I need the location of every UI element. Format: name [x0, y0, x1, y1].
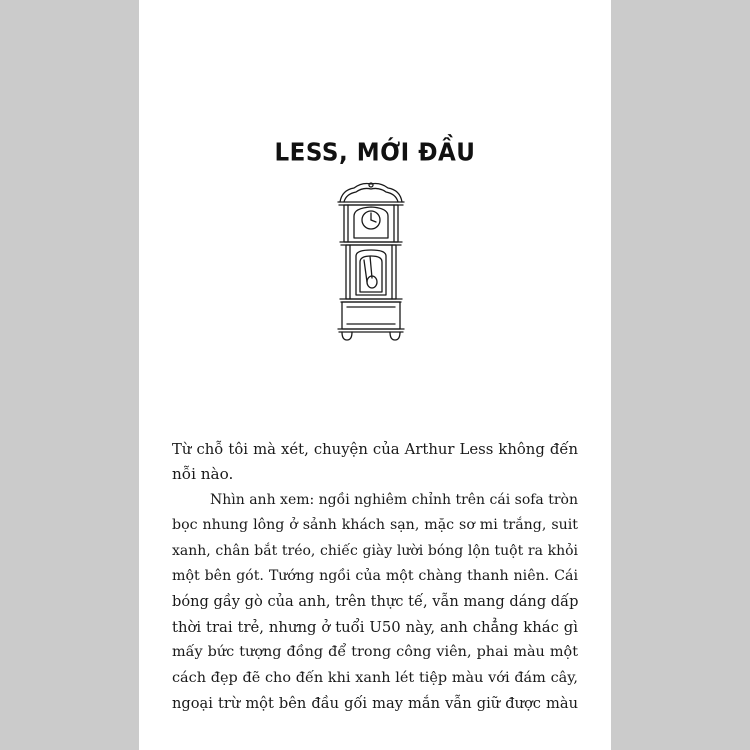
- text-line: nỗi nào.: [172, 465, 234, 484]
- grandfather-clock-icon: [332, 180, 410, 345]
- text-line: một bên gót. Tướng ngồi của một chàng thanh niên. Cái: [172, 568, 578, 585]
- text-line: Từ chỗ tôi mà xét, chuyện của Arthur Less không đến: [172, 441, 578, 458]
- text-line: ngoại trừ một bên đầu gối may mắn vẫn giữ được màu: [172, 695, 578, 713]
- text-line: bọc nhung lông ở sảnh khách sạn, mặc sơ mi trắng, suit: [172, 517, 578, 534]
- paragraph-1: [172, 437, 578, 488]
- chapter-body: [172, 437, 578, 716]
- text-line: thời trai trẻ, nhưng ở tuổi U50 này, anh chẳng khác gì: [172, 618, 578, 636]
- book-page: [139, 0, 611, 750]
- text-line: xanh, chân bắt tréo, chiếc giày lười bóng lộn tuột ra khỏi: [172, 542, 578, 559]
- chapter-title: LESS, MỚI ĐẦU: [274, 138, 476, 168]
- paragraph-2: [172, 488, 578, 717]
- text-line: bóng gầy gò của anh, trên thực tế, vẫn mang dáng dấp: [172, 593, 579, 611]
- text-line: cách đẹp đẽ cho đến khi xanh lét tiệp màu với đám cây,: [172, 669, 578, 686]
- text-line: Nhìn anh xem: ngồi nghiêm chỉnh trên cái sofa tròn: [210, 491, 578, 508]
- text-line: mấy bức tượng đồng để trong công viên, phai màu một: [172, 644, 578, 661]
